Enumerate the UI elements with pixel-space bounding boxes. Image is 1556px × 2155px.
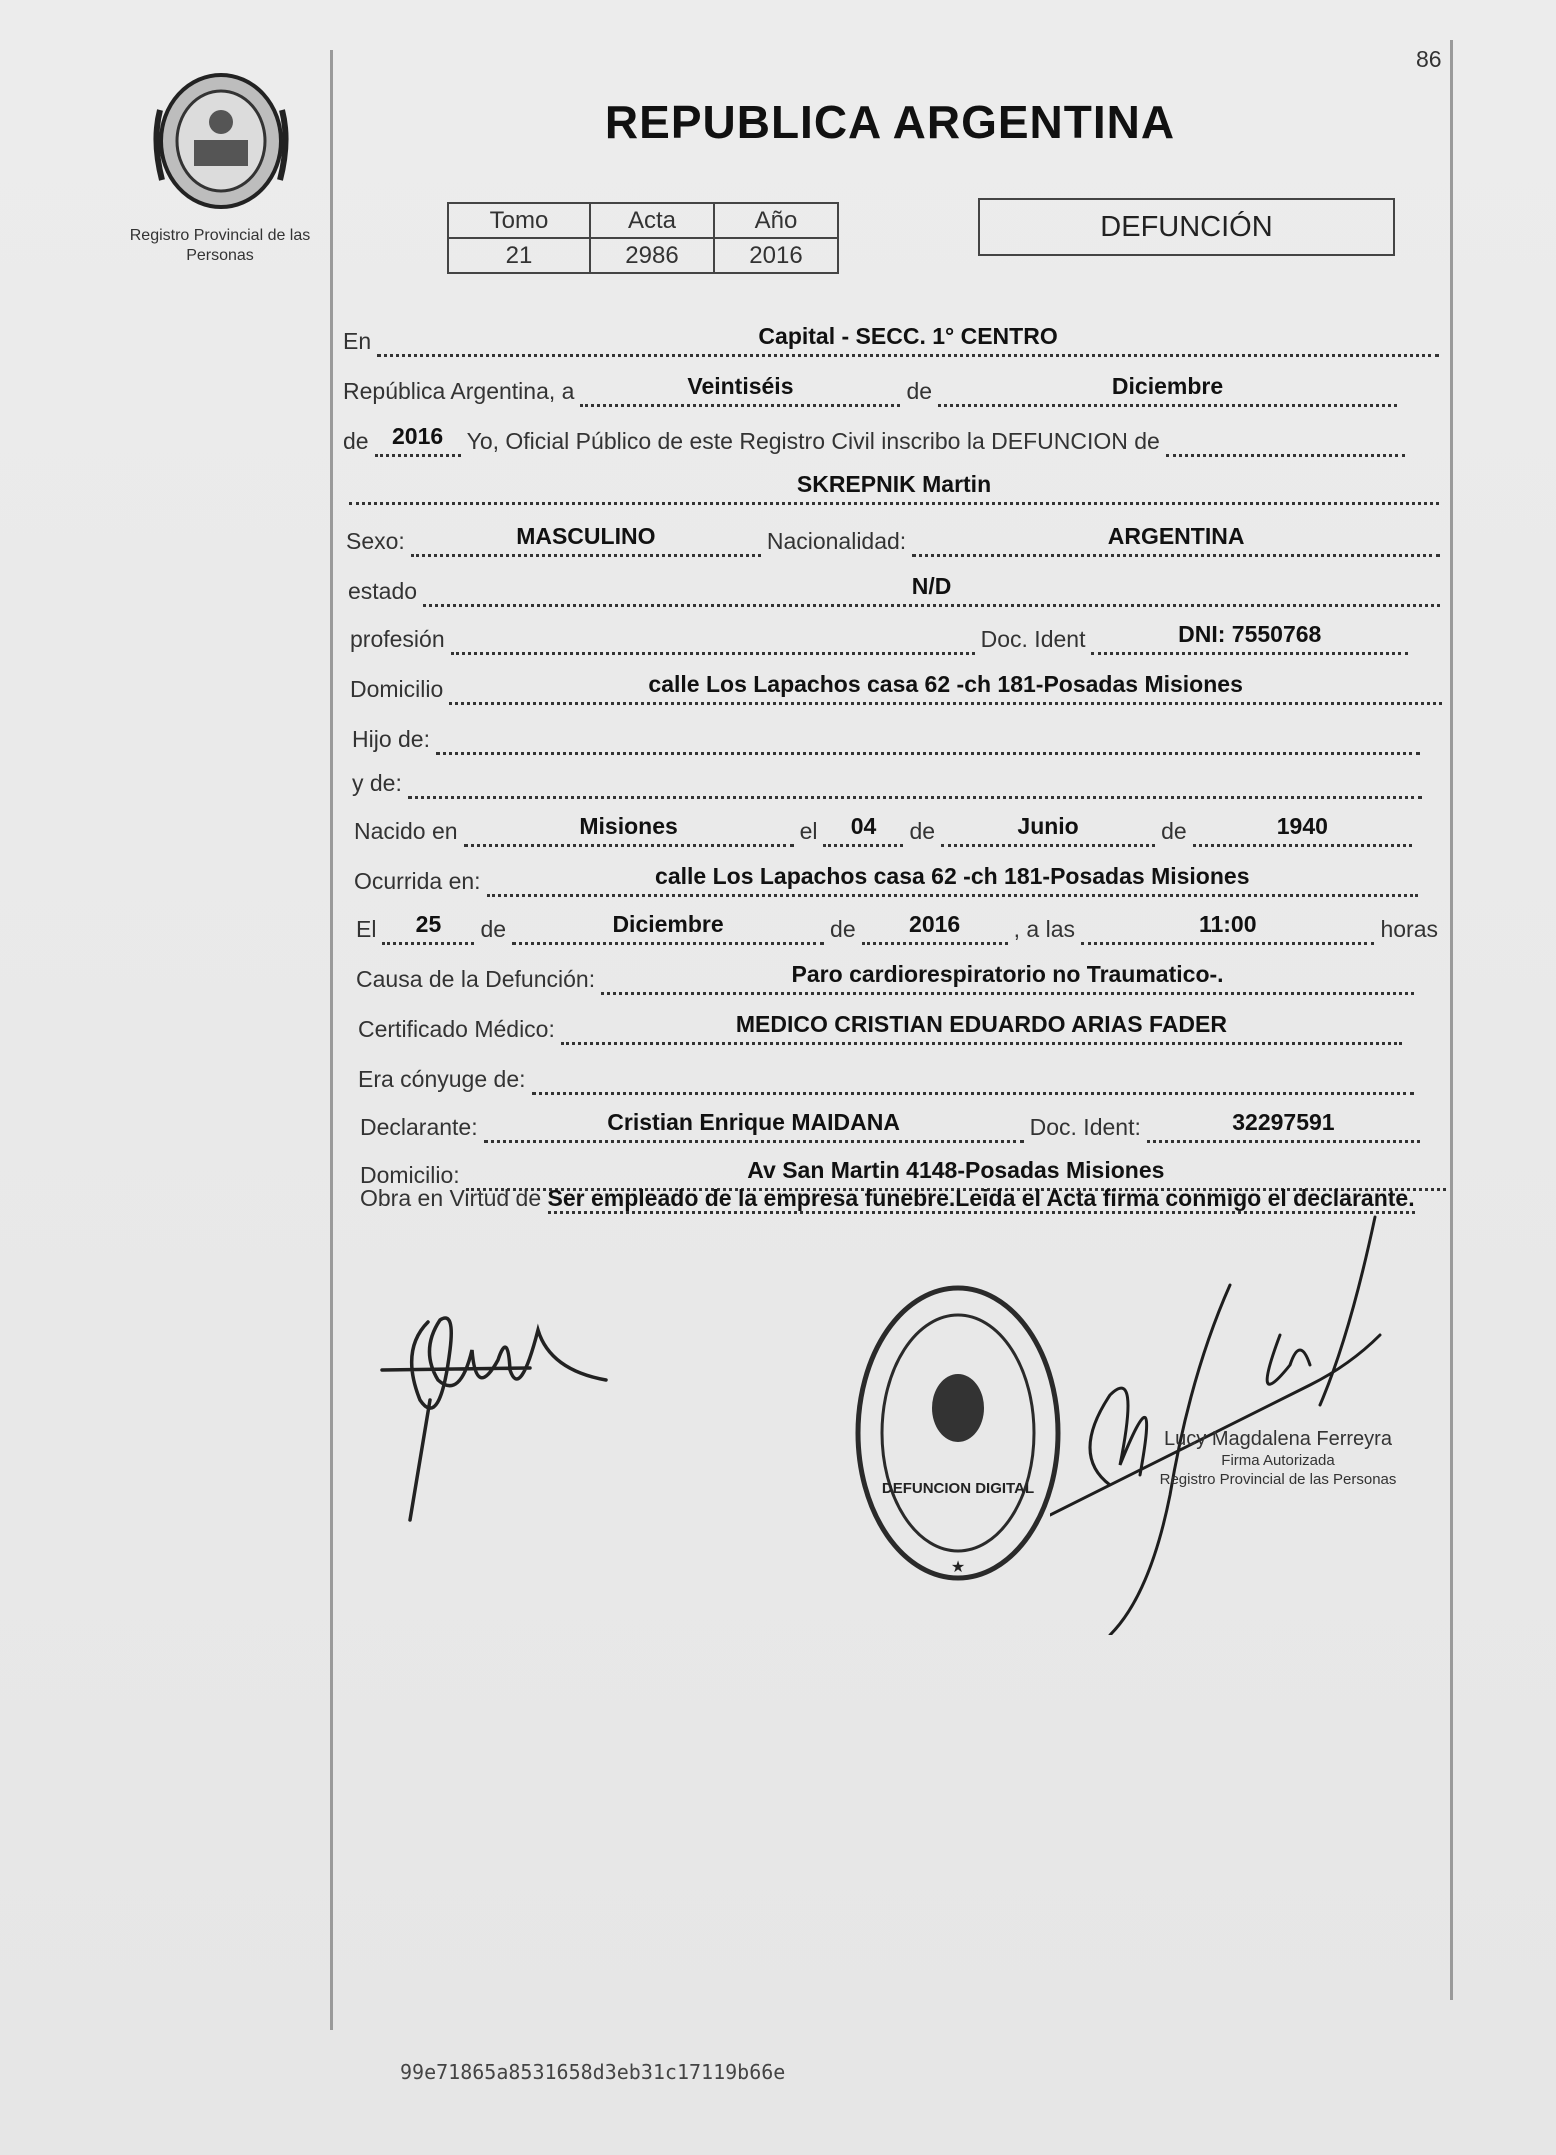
row-declarante [360, 1108, 1426, 1143]
field-def-dia: 25 [382, 910, 474, 945]
page-title: REPUBLICA ARGENTINA [604, 96, 1176, 148]
label-domicilio: Domicilio [350, 676, 444, 702]
field-nac-mes: Junio [941, 812, 1155, 847]
obra-paragraph [360, 1178, 1450, 1218]
label-el: el [799, 818, 818, 844]
row-fecha-defuncion [356, 910, 1438, 945]
field-nac-dia: 04 [823, 812, 903, 847]
row-sexo [346, 522, 1446, 557]
row-en [343, 322, 1445, 357]
label-de-6: de [830, 916, 856, 942]
field-obra: Ser empleado de la empresa funebre.Leida el Acta firma conmigo el declarante. [548, 1185, 1415, 1214]
label-causa: Causa de la Defunción: [356, 966, 596, 992]
label-alas: , a las [1013, 916, 1076, 942]
label-de-3: de [909, 818, 936, 844]
label-yo: Yo, Oficial Público de este Registro Civil inscribo la DEFUNCION de [466, 428, 1160, 454]
label-ocurrida: Ocurrida en: [354, 868, 481, 894]
row-yde [352, 764, 1428, 799]
label-en: En [343, 328, 372, 354]
official-stamp [848, 1278, 1068, 1588]
row-causa [356, 960, 1420, 995]
field-declarante: Cristian Enrique MAIDANA [484, 1108, 1024, 1143]
header-tomo: Tomo [448, 203, 590, 238]
right-margin-line [1450, 40, 1453, 2000]
official-signature [1050, 1215, 1450, 1635]
document-hash: 99e71865a8531658d3eb31c17119b66e [400, 2060, 786, 2084]
row-republica [343, 372, 1403, 407]
field-def-mes: Diciembre [512, 910, 824, 945]
row-nacido [354, 812, 1418, 847]
svg-text:★: ★ [950, 1559, 966, 1576]
authority-office: Registro Provincial de las Personas [1159, 1471, 1397, 1488]
row-anio [343, 422, 1411, 457]
field-yde [408, 764, 1422, 799]
declarant-signature [380, 1290, 660, 1530]
label-sexo: Sexo: [346, 528, 405, 554]
province-seal-logo [150, 70, 292, 212]
authority-role: Firma Autorizada [1221, 1452, 1335, 1469]
field-hijo [436, 720, 1420, 755]
label-el-2: El [356, 916, 377, 942]
field-causa: Paro cardiorespiratorio no Traumatico-. [601, 960, 1414, 995]
field-nombre: SKREPNIK Martin [349, 470, 1439, 505]
row-ocurrida [354, 862, 1424, 897]
page-number: 86 [1416, 46, 1442, 72]
field-nacionalidad: ARGENTINA [912, 522, 1440, 557]
row-nombre [343, 470, 1445, 505]
label-de-4: de [1161, 818, 1187, 844]
label-profesion: profesión [350, 626, 445, 652]
field-certificado: MEDICO CRISTIAN EDUARDO ARIAS FADER [561, 1010, 1402, 1045]
label-certificado: Certificado Médico: [358, 1016, 555, 1042]
logo-caption: Registro Provincial de las Personas [129, 227, 311, 264]
value-acta: 2986 [590, 238, 714, 273]
field-hora: 11:00 [1081, 910, 1374, 945]
label-de-5: de [480, 916, 507, 942]
row-conyuge [358, 1060, 1420, 1095]
label-estado: estado [348, 578, 418, 604]
field-sexo: MASCULINO [411, 522, 761, 557]
label-de-1: de [906, 378, 933, 404]
field-domicilio-2: Av San Martin 4148-Posadas Misiones [466, 1156, 1446, 1191]
label-republica: República Argentina, a [343, 378, 575, 404]
field-nac-anio: 1940 [1193, 812, 1412, 847]
field-def-anio: 2016 [862, 910, 1008, 945]
label-yde: y de: [352, 770, 402, 796]
header-acta: Acta [590, 203, 714, 238]
label-horas: horas [1380, 916, 1438, 942]
field-estado: N/D [423, 572, 1440, 607]
authority-name: Lucy Magdalena Ferreyra [1164, 1428, 1392, 1450]
label-doc: Doc. Ident [980, 626, 1086, 652]
field-domicilio: calle Los Lapachos casa 62 -ch 181-Posadas Misiones [449, 670, 1442, 705]
value-tomo: 21 [448, 238, 590, 273]
field-blank-1 [1166, 422, 1405, 457]
label-hijo: Hijo de: [352, 726, 430, 752]
label-domicilio-2: Domicilio: [360, 1162, 460, 1188]
label-conyuge: Era cónyuge de: [358, 1066, 526, 1092]
row-domicilio [350, 670, 1448, 705]
field-doc: DNI: 7550768 [1091, 620, 1408, 655]
label-nacido: Nacido en [354, 818, 458, 844]
label-obra: Obra en Virtud de [360, 1185, 542, 1211]
row-hijo [352, 720, 1426, 755]
field-mes: Diciembre [938, 372, 1397, 407]
field-anio: 2016 [375, 422, 461, 457]
value-anio: 2016 [714, 238, 838, 273]
row-profesion [350, 620, 1414, 655]
label-nacionalidad: Nacionalidad: [766, 528, 907, 554]
left-margin-line [330, 50, 333, 2030]
label-doc-2: Doc. Ident: [1029, 1114, 1141, 1140]
header-anio: Año [714, 203, 838, 238]
label-de-2: de [343, 428, 369, 454]
field-dia: Veintiséis [580, 372, 900, 407]
field-doc-2: 32297591 [1147, 1108, 1420, 1143]
svg-text:DEFUNCION DIGITAL: DEFUNCION DIGITAL [881, 1480, 1035, 1497]
authority-block [1128, 1428, 1428, 1489]
field-en: Capital - SECC. 1° CENTRO [377, 322, 1439, 357]
record-type-box: DEFUNCIÓN [978, 198, 1395, 256]
field-conyuge [532, 1060, 1414, 1095]
field-profesion [451, 620, 975, 655]
registry-table [447, 202, 839, 274]
row-estado [348, 572, 1446, 607]
row-certificado [358, 1010, 1408, 1045]
field-ocurrida: calle Los Lapachos casa 62 -ch 181-Posadas Misiones [487, 862, 1418, 897]
field-nacido-lugar: Misiones [464, 812, 794, 847]
label-declarante: Declarante: [360, 1114, 478, 1140]
